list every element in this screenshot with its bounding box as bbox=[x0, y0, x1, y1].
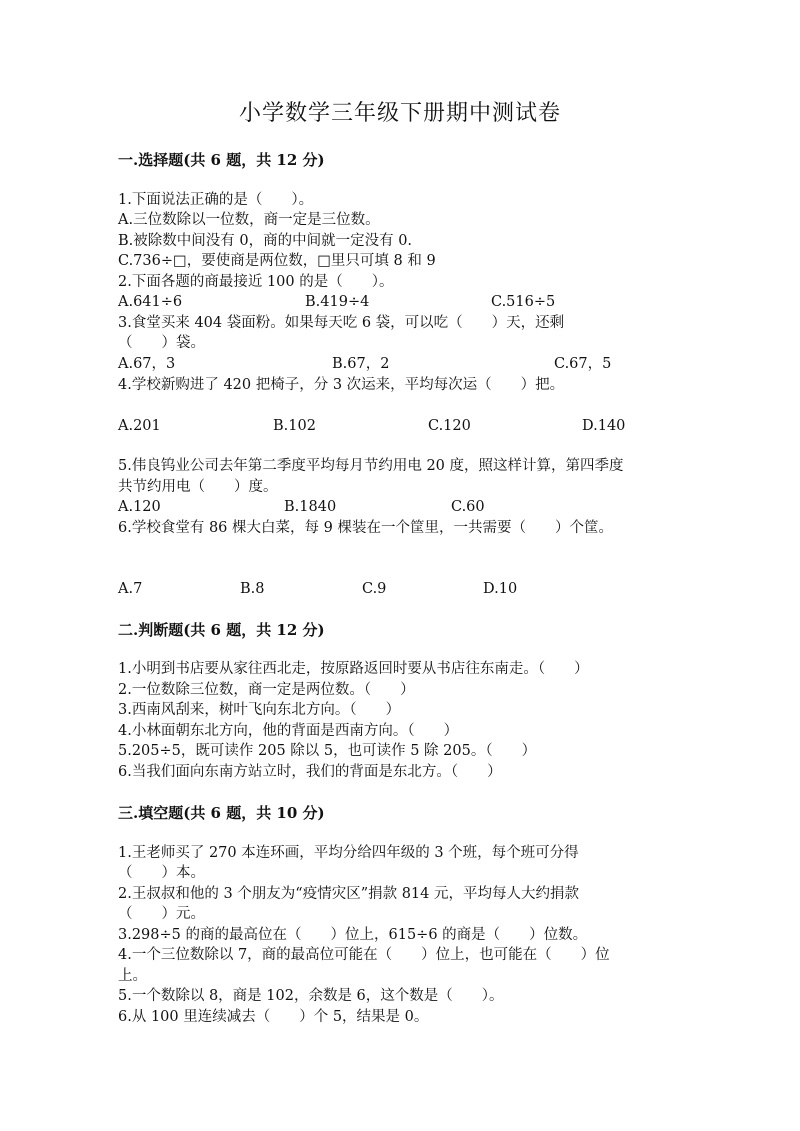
option-b: B.419÷4 bbox=[305, 294, 370, 310]
fill-blank-item: 1.王老师买了 270 本连环画，平均分给四年级的 3 个班，每个班可分得 bbox=[118, 845, 579, 861]
option-b: B.1840 bbox=[284, 499, 337, 515]
option-c: C.67，5 bbox=[554, 356, 612, 372]
question-text: 2.下面各题的商最接近 100 的是（ ）。 bbox=[118, 274, 394, 290]
fill-blank-item: 4.一个三位数除以 7，商的最高位可能在（ ）位上，也可能在（ ）位 bbox=[118, 947, 610, 963]
option-b: B.67，2 bbox=[332, 356, 390, 372]
true-false-item: 5.205÷5，既可读作 205 除以 5，也可读作 5 除 205。（ ） bbox=[118, 743, 537, 759]
fill-blank-item-continued: 上。 bbox=[118, 968, 147, 984]
true-false-item: 6.当我们面向东南方站立时，我们的背面是东北方。（ ） bbox=[118, 764, 502, 780]
option-c: C.736÷□，要使商是两位数，□里只可填 8 和 9 bbox=[118, 253, 436, 269]
fill-blank-item: 5.一个数除以 8，商是 102，余数是 6，这个数是（ ）。 bbox=[118, 988, 504, 1004]
true-false-item: 1.小明到书店要从家往西北走，按原路返回时要从书店往东南走。（ ） bbox=[118, 661, 589, 677]
true-false-item: 3.西南风刮来，树叶飞向东北方向。（ ） bbox=[118, 702, 401, 718]
question-text: 3.食堂买来 404 袋面粉。如果每天吃 6 袋，可以吃（ ）天，还剩 bbox=[118, 315, 565, 331]
true-false-item: 2.一位数除三位数，商一定是两位数。（ ） bbox=[118, 682, 415, 698]
option-c: C.60 bbox=[451, 499, 485, 515]
option-c: C.120 bbox=[428, 418, 471, 434]
question-text: 1.下面说法正确的是（ ）。 bbox=[118, 192, 314, 208]
question-text: 5.伟良钨业公司去年第二季度平均每月节约用电 20 度，照这样计算，第四季度 bbox=[118, 458, 624, 474]
option-b: B.被除数中间没有 0，商的中间就一定没有 0. bbox=[118, 233, 413, 249]
question-text-continued: 共节约用电（ ）度。 bbox=[118, 479, 278, 495]
option-a: A.641÷6 bbox=[118, 294, 183, 310]
page-title: 小学数学三年级下册期中测试卷 bbox=[238, 101, 561, 126]
section-heading-fill-blank: 三.填空题(共 6 题，共 10 分) bbox=[118, 804, 325, 822]
option-a: A.67，3 bbox=[118, 356, 176, 372]
option-d: D.140 bbox=[582, 418, 626, 434]
option-b: B.102 bbox=[273, 418, 316, 434]
fill-blank-item-continued: （ ）本。 bbox=[118, 865, 205, 881]
fill-blank-item: 6.从 100 里连续减去（ ）个 5，结果是 0。 bbox=[118, 1009, 429, 1025]
question-text-continued: （ ）袋。 bbox=[118, 335, 205, 351]
true-false-item: 4.小林面朝东北方向，他的背面是西南方向。（ ） bbox=[118, 723, 459, 739]
section-heading-choice: 一.选择题(共 6 题，共 12 分) bbox=[118, 151, 325, 169]
option-d: D.10 bbox=[483, 581, 518, 597]
fill-blank-item: 3.298÷5 的商的最高位在（ ）位上，615÷6 的商是（ ）位数。 bbox=[118, 927, 588, 943]
option-a: A.三位数除以一位数，商一定是三位数。 bbox=[118, 212, 380, 228]
option-a: A.201 bbox=[118, 418, 161, 434]
option-b: B.8 bbox=[240, 581, 265, 597]
fill-blank-item: 2.王叔叔和他的 3 个朋友为“疫情灾区”捐款 814 元，平均每人大约捐款 bbox=[118, 886, 579, 902]
option-a: A.120 bbox=[118, 499, 161, 515]
section-heading-true-false: 二.判断题(共 6 题，共 12 分) bbox=[118, 621, 325, 639]
question-text: 6.学校食堂有 86 棵大白菜，每 9 棵装在一个筐里，一共需要（ ）个筐。 bbox=[118, 520, 613, 536]
option-c: C.516÷5 bbox=[491, 294, 556, 310]
option-a: A.7 bbox=[118, 581, 143, 597]
question-text: 4.学校新购进了 420 把椅子，分 3 次运来，平均每次运（ ）把。 bbox=[118, 377, 565, 393]
option-c: C.9 bbox=[362, 581, 387, 597]
fill-blank-item-continued: （ ）元。 bbox=[118, 906, 205, 922]
